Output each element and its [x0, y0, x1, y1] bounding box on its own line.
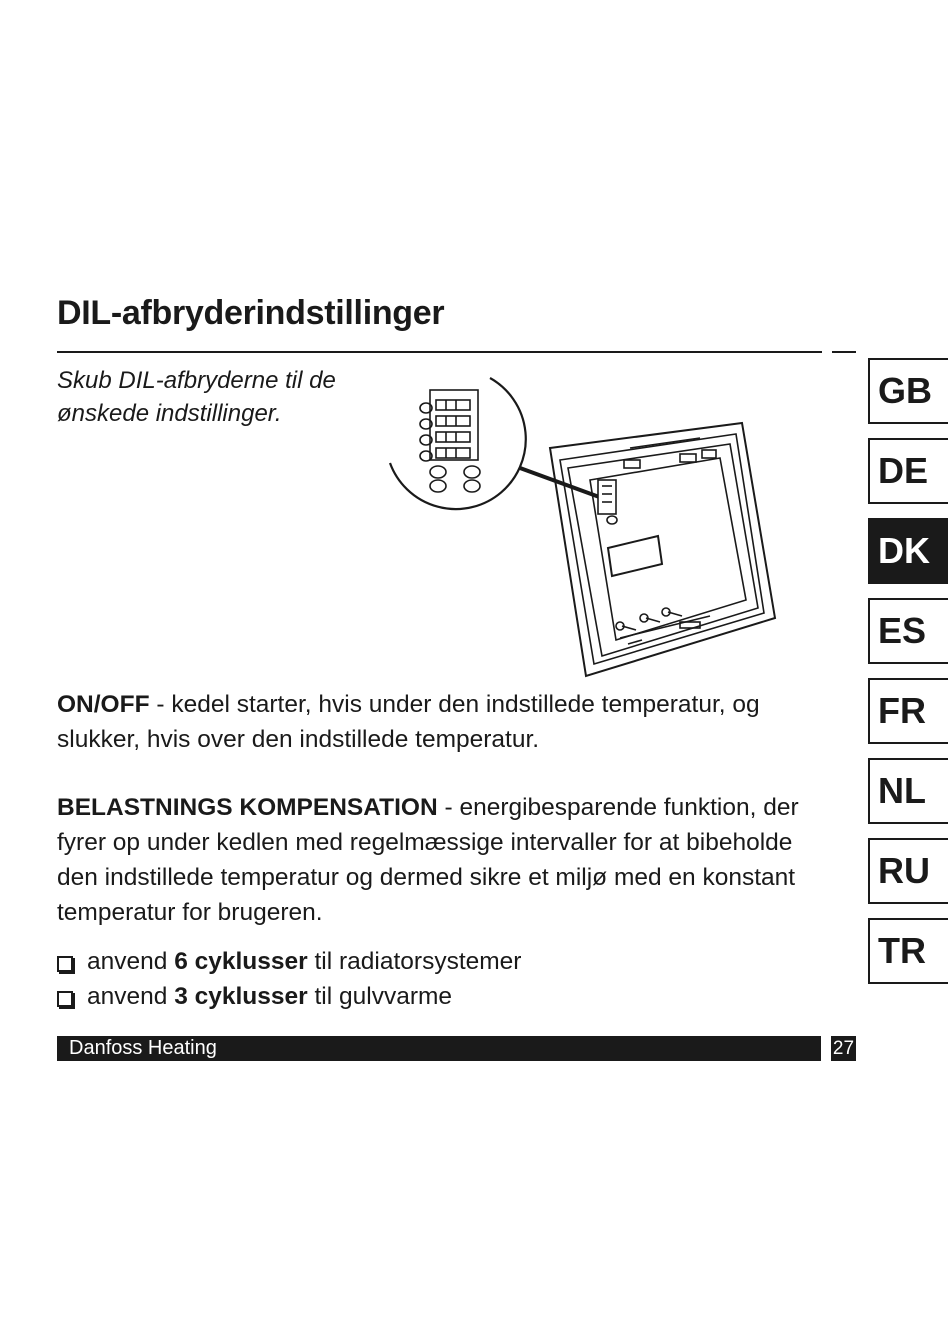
page-number: 27: [832, 1038, 855, 1059]
list-item-text: anvend 3 cyklusser til gulvvarme: [87, 983, 453, 1010]
footer-bar: [57, 1036, 821, 1061]
tab-language-dk[interactable]: DK: [868, 518, 948, 584]
title-rule-short: [832, 351, 856, 353]
tab-language-gb[interactable]: GB: [868, 358, 948, 424]
page-title: DIL-afbryderindstillinger: [57, 294, 445, 332]
list-item: [57, 979, 827, 1014]
thermostat-backplate-illustration: [380, 368, 790, 680]
load-compensation-paragraph: [57, 790, 827, 930]
list-item-text: anvend 6 cyklusser til radiatorsystemer: [87, 948, 522, 975]
checkbox-bullet-icon: [57, 991, 73, 1007]
cycle-options-list: [57, 944, 827, 1014]
onoff-paragraph: [57, 687, 827, 757]
tab-language-tr[interactable]: TR: [868, 918, 948, 984]
load-compensation-term: BELASTNINGS KOMPENSATION: [57, 794, 438, 821]
footer-brand: Danfoss Heating: [69, 1037, 217, 1059]
tab-language-nl[interactable]: NL: [868, 758, 948, 824]
dil-switch-magnifier: [390, 378, 526, 509]
intro-text: Skub DIL-afbryderne til de ønskede indstillinger.: [57, 367, 336, 427]
tab-language-de[interactable]: DE: [868, 438, 948, 504]
backplate-frame: [550, 423, 775, 676]
title-rule: [57, 351, 822, 353]
onoff-description: - kedel starter, hvis under den indstillede temperatur, og slukker, hvis over den indstillede temperatur.: [57, 691, 760, 753]
checkbox-bullet-icon: [57, 956, 73, 972]
tab-language-fr[interactable]: FR: [868, 678, 948, 744]
onoff-term: ON/OFF: [57, 691, 150, 718]
tab-language-es[interactable]: ES: [868, 598, 948, 664]
load-compensation-description: - energibesparende funktion, der fyrer op under kedlen med regelmæssige intervaller for at bibeholde den indstillede temperatur og dermed sikre et miljø med en konstant temperatur for brugeren.: [57, 794, 799, 926]
list-item: [57, 944, 827, 979]
tab-language-ru[interactable]: RU: [868, 838, 948, 904]
